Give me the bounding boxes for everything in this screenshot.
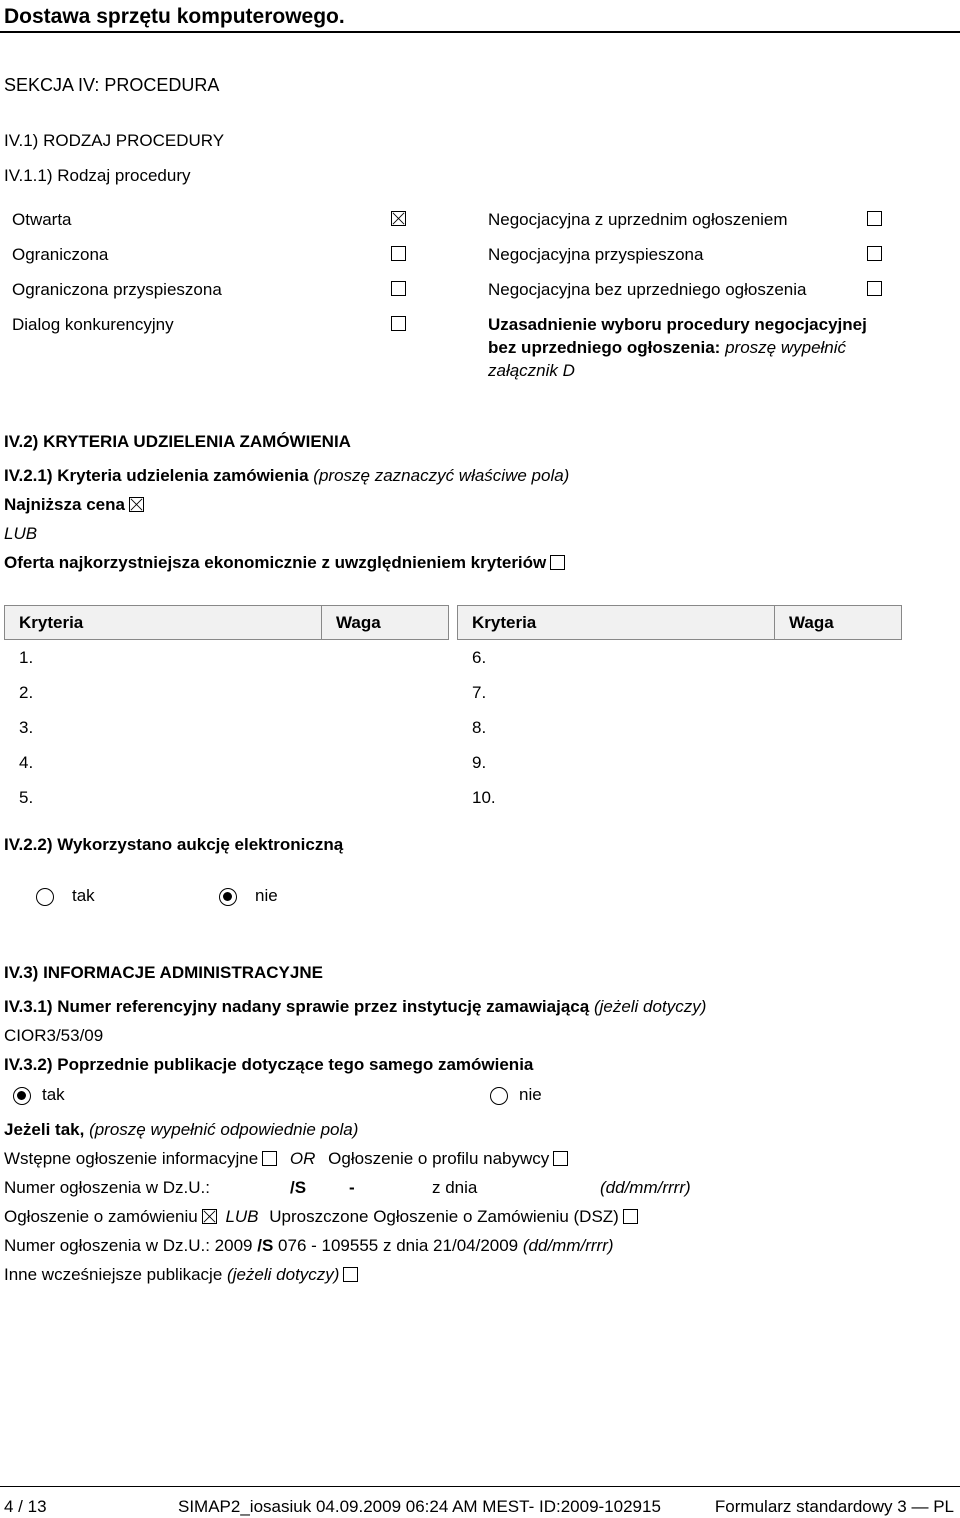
section-title: SEKCJA IV: PROCEDURA	[4, 75, 220, 95]
criteria-row-8: 8.	[472, 718, 487, 737]
notice-number2-row	[4, 1236, 614, 1256]
or-en-label: OR	[289, 1149, 316, 1168]
iv1-heading: IV.1) RODZAJ PROCEDURY	[4, 131, 225, 150]
other-pubs-label: Inne wcześniejsze publikacje	[4, 1265, 223, 1284]
buyer-profile-label: Ogłoszenie o profilu nabywcy	[328, 1149, 550, 1168]
criteria-row-5: 5.	[19, 788, 34, 807]
option-label-negocjacyjna-przyspieszona: Negocjacyjna przyspieszona	[488, 245, 704, 264]
option-label-ograniczona: Ograniczona	[12, 245, 109, 264]
radio-prev-nie[interactable]	[490, 1087, 508, 1105]
simplified-notice-label: Uproszczone Ogłoszenie o Zamówieniu (DSZ)	[269, 1207, 619, 1226]
date-format-hint: (dd/mm/rrrr)	[600, 1178, 691, 1197]
criteria-row-6: 6.	[472, 648, 487, 667]
footer-form	[715, 1497, 954, 1517]
footer-page: 4 / 13	[4, 1497, 47, 1516]
iv3-sub1-bold: IV.3.1) Numer referencyjny nadany sprawie przez instytucję zamawiającą	[4, 997, 590, 1016]
lowest-price-row	[4, 495, 144, 515]
if-yes-bold: Jeżeli tak,	[4, 1120, 85, 1139]
header-rule	[0, 31, 960, 33]
iv3-heading: IV.3) INFORMACJE ADMINISTRACYJNE	[4, 963, 323, 982]
checked-x-icon	[392, 212, 405, 225]
iv2-sub1	[4, 466, 569, 486]
radio-auction-nie[interactable]	[219, 888, 237, 906]
checkbox-lowest-price[interactable]	[129, 497, 144, 512]
contract-notice-label: Ogłoszenie o zamówieniu	[4, 1207, 198, 1226]
justification-line1: Uzasadnienie wyboru procedury negocjacyjnej	[488, 315, 867, 334]
document-title: Dostawa sprzętu komputerowego.	[4, 5, 345, 28]
prior-info-label: Wstępne ogłoszenie informacyjne	[4, 1149, 259, 1168]
radio-prev-tak-label: tak	[42, 1085, 65, 1104]
most-advantageous-label: Oferta najkorzystniejsza ekonomicznie z uwzględnieniem kryteriów	[4, 553, 547, 572]
notice-number2-slash-s: /S	[257, 1236, 274, 1255]
option-label-negocjacyjna-z-ogloszeniem: Negocjacyjna z uprzednim ogłoszeniem	[488, 210, 788, 229]
criteria-row-2: 2.	[19, 683, 34, 702]
criteria-row-9: 9.	[472, 753, 487, 772]
iv2-sub2: IV.2.2) Wykorzystano aukcję elektroniczną	[4, 835, 344, 854]
notice-number-dash: -	[349, 1178, 355, 1197]
justification-line2	[488, 338, 846, 358]
justification-line3: załącznik D	[488, 361, 575, 380]
or-label: LUB	[4, 524, 38, 543]
checkbox-negocjacyjna-bez-ogloszenia[interactable]	[867, 281, 882, 296]
option-label-negocjacyjna-bez-ogloszenia: Negocjacyjna bez uprzedniego ogłoszenia	[488, 280, 807, 299]
table-header-criteria-left: Kryteria	[4, 605, 322, 640]
justification-line2-italic: proszę wypełnić	[725, 338, 847, 357]
checkbox-most-advantageous[interactable]	[550, 555, 565, 570]
notice-date-label: z dnia	[432, 1178, 478, 1197]
radio-auction-tak-label: tak	[72, 886, 95, 905]
radio-selected-dot	[17, 1091, 26, 1100]
table-header-weight-right: Waga	[774, 605, 902, 640]
contract-notice-row	[4, 1207, 638, 1227]
checkbox-prior-info[interactable]	[262, 1151, 277, 1166]
footer-doc-id: SIMAP2_iosasiuk 04.09.2009 06:24 AM MEST- ID:2009-102915	[178, 1497, 661, 1516]
footer-lang: PL	[933, 1497, 954, 1516]
other-pubs-row	[4, 1265, 358, 1285]
notice-number2-rest: 076 - 109555 z dnia 21/04/2009	[278, 1236, 519, 1255]
footer-form-label: Formularz standardowy 3	[714, 1497, 907, 1516]
prior-info-row	[4, 1149, 568, 1169]
iv3-sub1-italic: (jeżeli dotyczy)	[593, 997, 707, 1016]
option-label-ograniczona-przyspieszona: Ograniczona przyspieszona	[12, 280, 222, 299]
iv2-sub1-italic: (proszę zaznaczyć właściwe pola)	[313, 466, 570, 485]
justification-line2-bold: bez uprzedniego ogłoszenia:	[488, 338, 721, 357]
checkbox-contract-notice[interactable]	[202, 1209, 217, 1224]
if-yes-line	[4, 1120, 358, 1140]
notice-number2-label: Numer ogłoszenia w Dz.U.: 2009	[4, 1236, 253, 1255]
checkbox-otwarta[interactable]	[391, 211, 406, 226]
notice-number2-date-format: (dd/mm/rrrr)	[522, 1236, 614, 1255]
option-label-dialog: Dialog konkurencyjny	[12, 315, 174, 334]
checkbox-ograniczona[interactable]	[391, 246, 406, 261]
iv1-subheading: IV.1.1) Rodzaj procedury	[4, 166, 191, 185]
lub-label: LUB	[225, 1207, 259, 1226]
checkbox-simplified-notice[interactable]	[623, 1209, 638, 1224]
criteria-row-3: 3.	[19, 718, 34, 737]
footer-dash: —	[911, 1497, 929, 1516]
option-label-otwarta: Otwarta	[12, 210, 72, 229]
radio-selected-dot	[223, 892, 232, 901]
criteria-row-4: 4.	[19, 753, 34, 772]
radio-auction-tak[interactable]	[36, 888, 54, 906]
checkbox-other-pubs[interactable]	[343, 1267, 358, 1282]
radio-auction-nie-label: nie	[255, 886, 278, 905]
criteria-row-10: 10.	[472, 788, 496, 807]
lowest-price-label: Najniższa cena	[4, 495, 125, 514]
other-pubs-italic: (jeżeli dotyczy)	[227, 1265, 340, 1284]
table-header-weight-left: Waga	[321, 605, 449, 640]
if-yes-italic: (proszę wypełnić odpowiednie pola)	[89, 1120, 359, 1139]
reference-number: CIOR3/53/09	[4, 1026, 104, 1045]
checkbox-negocjacyjna-z-ogloszeniem[interactable]	[867, 211, 882, 226]
notice-number-label: Numer ogłoszenia w Dz.U.:	[4, 1178, 210, 1197]
notice-number-slash-s: /S	[290, 1178, 307, 1197]
checkbox-dialog[interactable]	[391, 316, 406, 331]
table-header-criteria-right: Kryteria	[457, 605, 775, 640]
radio-prev-tak[interactable]	[13, 1087, 31, 1105]
radio-prev-nie-label: nie	[519, 1085, 542, 1104]
iv2-sub1-bold: IV.2.1) Kryteria udzielenia zamówienia	[4, 466, 309, 485]
checkbox-buyer-profile[interactable]	[553, 1151, 568, 1166]
checkbox-negocjacyjna-przyspieszona[interactable]	[867, 246, 882, 261]
criteria-row-7: 7.	[472, 683, 487, 702]
criteria-row-1: 1.	[19, 648, 34, 667]
iv3-sub1	[4, 997, 706, 1017]
most-advantageous-row	[4, 553, 565, 573]
checkbox-ograniczona-przyspieszona[interactable]	[391, 281, 406, 296]
iv3-sub2: IV.3.2) Poprzednie publikacje dotyczące tego samego zamówienia	[4, 1055, 534, 1074]
checked-x-icon	[203, 1210, 216, 1223]
footer-rule	[0, 1486, 960, 1487]
checked-x-icon	[130, 498, 143, 511]
iv2-heading: IV.2) KRYTERIA UDZIELENIA ZAMÓWIENIA	[4, 432, 351, 451]
